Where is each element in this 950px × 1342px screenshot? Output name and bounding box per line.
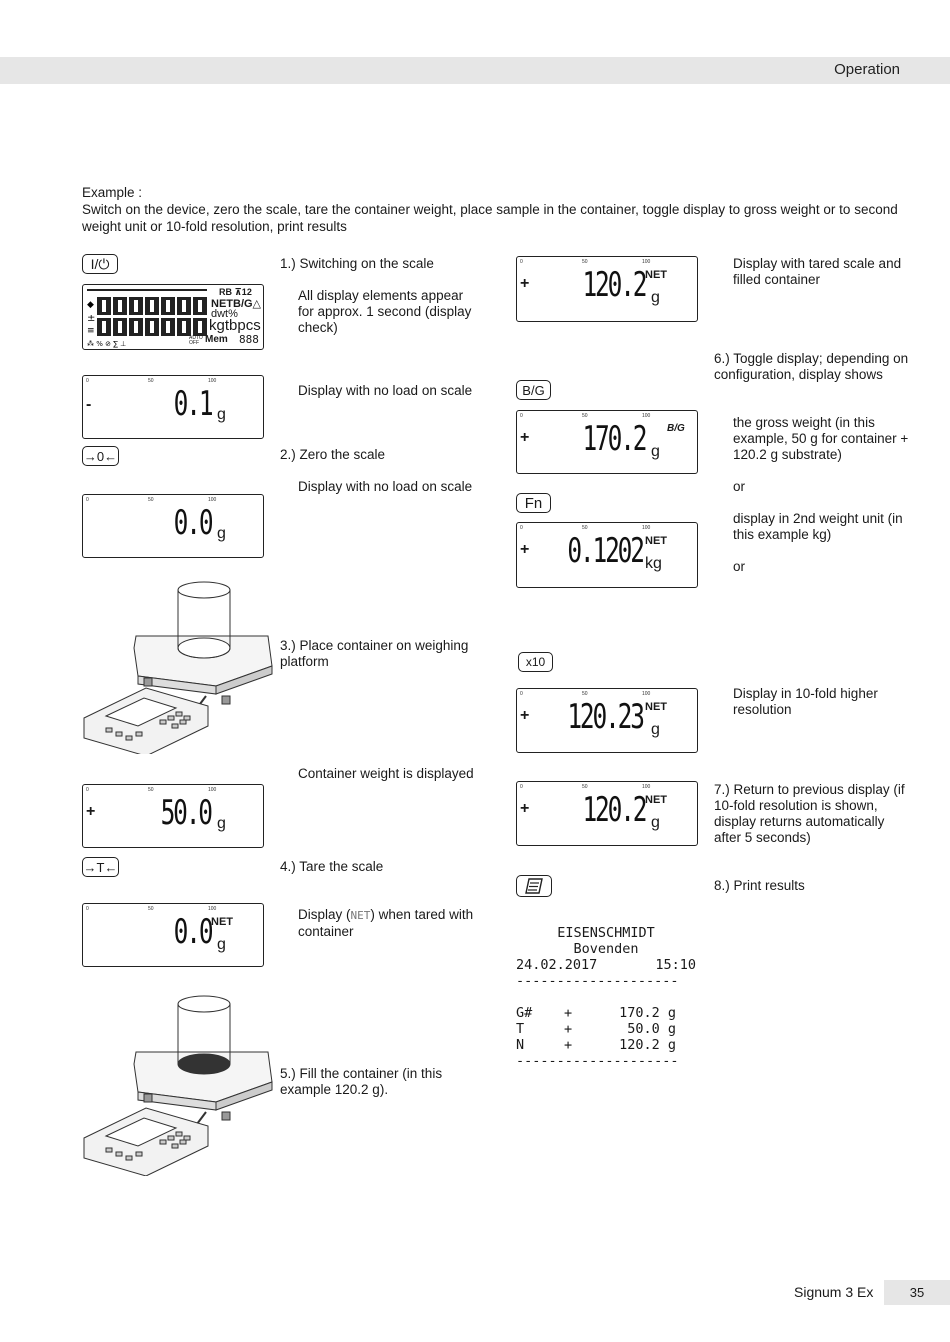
display-unit: g: [651, 814, 660, 831]
display-return: [516, 781, 698, 846]
step4-title: 4.) Tare the scale: [280, 859, 384, 874]
second-unit-caption: display in 2nd weight unit (in this example kg): [733, 511, 903, 542]
tick-max: 100: [208, 378, 217, 384]
step3-title: 3.) Place container on weighing platform: [280, 638, 469, 669]
or-1: or: [733, 479, 746, 494]
tick-max: 100: [208, 906, 217, 912]
scale-empty-container-illustration: [76, 578, 276, 754]
intro-label: Example :: [82, 185, 143, 200]
printout-line1: EISENSCHMIDT: [557, 925, 655, 941]
svg-text:±: ±: [87, 313, 96, 324]
tick-zero: 0: [520, 525, 523, 531]
row-label: G#: [516, 1005, 533, 1021]
display-value: 0.0: [173, 503, 211, 543]
display-value: 170.2: [582, 419, 645, 459]
printout-line2: Bovenden: [573, 941, 639, 957]
display-net-indicator: NET: [211, 916, 233, 928]
footer-product: Signum 3 Ex: [794, 1284, 874, 1300]
display-zero: [82, 494, 264, 558]
print-key[interactable]: [516, 875, 552, 897]
tick-zero: 0: [520, 413, 523, 419]
display-value: 120.2: [582, 265, 645, 305]
printout-row: [516, 1005, 696, 1021]
display-tenfold: [516, 688, 698, 753]
step2-title: 2.) Zero the scale: [280, 447, 386, 462]
row-value: 120.2 g: [619, 1037, 676, 1053]
display-value: 0.0: [173, 912, 211, 952]
section-title: Operation: [834, 61, 900, 78]
printout-time: 15:10: [655, 957, 696, 973]
step8-title: 8.) Print results: [714, 878, 805, 893]
full-display-auto: AUTO OFF: [189, 335, 203, 346]
display-net-indicator: NET: [645, 701, 667, 713]
step3-desc: Container weight is displayed: [298, 766, 474, 781]
step1-title: 1.) Switching on the scale: [280, 256, 434, 271]
intro-text: Switch on the device, zero the scale, tare the container weight, place sample in the container, toggle display to gross weight or to second weight unit or 10-fold resolution, print results: [82, 202, 898, 234]
display-container-weight: [82, 784, 264, 848]
step6-title: 6.) Toggle display; depending on configuration, display shows: [714, 351, 909, 382]
tick-mid: 50: [148, 378, 154, 384]
header-bar: [0, 57, 950, 84]
display-unit: g: [651, 443, 660, 460]
zero-key[interactable]: →0←: [82, 446, 119, 466]
tared-filled-caption: Display with tared scale and filled container: [733, 256, 902, 287]
display-bg-indicator: B/G: [667, 423, 685, 434]
display-unit: g: [651, 721, 660, 738]
step4-desc: [298, 907, 483, 940]
tick-zero: 0: [520, 784, 523, 790]
tick-mid: 50: [582, 525, 588, 531]
display-net-indicator: NET: [645, 269, 667, 281]
display-unit: g: [651, 289, 660, 306]
step7-title: 7.) Return to previous display (if 10-fold resolution is shown, display returns automatically after 5 seconds): [714, 782, 905, 845]
display-value: 120.2: [582, 790, 645, 830]
tick-zero: 0: [86, 378, 89, 384]
step5-title: 5.) Fill the container (in this example 120.2 g).: [280, 1066, 443, 1097]
display-sign: +: [520, 429, 530, 446]
tick-mid: 50: [148, 906, 154, 912]
display-sign: +: [520, 541, 530, 558]
display-sign: -: [86, 396, 92, 413]
tick-max: 100: [642, 691, 651, 697]
power-key[interactable]: I/⏻: [82, 254, 118, 274]
svg-text:◆: ◆: [87, 300, 94, 310]
full-display-check: [82, 284, 264, 350]
row-value: 50.0 g: [627, 1021, 676, 1037]
tick-mid: 50: [582, 784, 588, 790]
full-display-mid: dwt%: [211, 308, 238, 320]
svg-text:⁂ % ⊘ ∑ ⊥: ⁂ % ⊘ ∑ ⊥: [87, 340, 127, 348]
display-unit: g: [217, 406, 226, 423]
display-gross: [516, 410, 698, 474]
tare-key[interactable]: →T←: [82, 857, 119, 877]
printout: [516, 925, 696, 1069]
scale-filled-container-illustration: [76, 992, 276, 1176]
tick-zero: 0: [520, 259, 523, 265]
display-value: 0.1202: [567, 531, 643, 571]
row-sign: +: [564, 1005, 573, 1021]
intro: [82, 184, 912, 235]
tick-zero: 0: [86, 906, 89, 912]
tick-max: 100: [642, 413, 651, 419]
step4-desc-pre: Display (: [298, 907, 351, 922]
full-display-units: kgtbpcs: [209, 317, 261, 334]
tick-mid: 50: [582, 691, 588, 697]
display-tared-filled: [516, 256, 698, 322]
gross-caption: the gross weight (in this example, 50 g for container + 120.2 g substrate): [733, 415, 909, 462]
step4-net-symbol: NET: [350, 909, 371, 922]
tick-max: 100: [642, 525, 651, 531]
printout-datetime: [516, 957, 696, 973]
row-sign: +: [564, 1021, 573, 1037]
page-number: 35: [884, 1280, 950, 1305]
display-second-unit: [516, 522, 698, 588]
display-no-load: [82, 375, 264, 439]
fn-key[interactable]: Fn: [516, 493, 551, 513]
tick-mid: 50: [148, 787, 154, 793]
display-unit: g: [217, 936, 226, 953]
tick-zero: 0: [86, 497, 89, 503]
full-display-top: NETB/G△: [211, 298, 262, 310]
display-sign: +: [520, 707, 530, 724]
display-unit: kg: [645, 555, 662, 572]
display-sign: +: [520, 800, 530, 817]
step2-desc: Display with no load on scale: [298, 479, 473, 494]
row-label: N: [516, 1037, 525, 1053]
full-display-mem: Mem: [205, 334, 228, 345]
bg-key[interactable]: B/G: [516, 380, 551, 400]
row-sign: +: [564, 1037, 573, 1053]
tick-mid: 50: [582, 413, 588, 419]
printout-date: 24.02.2017: [516, 957, 598, 973]
display-value: 120.23: [567, 697, 643, 737]
tick-zero: 0: [86, 787, 89, 793]
display-net-indicator: NET: [645, 794, 667, 806]
full-display-rb: RB ⊼12: [219, 287, 252, 297]
display-unit: g: [217, 525, 226, 542]
tick-zero: 0: [520, 691, 523, 697]
step4-desc-post: ) when tared with container: [298, 907, 474, 939]
tick-max: 100: [208, 787, 217, 793]
print-icon: [523, 878, 545, 894]
display-tared: [82, 903, 264, 967]
display-value: 50.0: [160, 793, 211, 833]
printout-row: [516, 1021, 696, 1037]
printout-separator: --------------------: [516, 973, 679, 989]
tick-max: 100: [208, 497, 217, 503]
tenfold-caption: Display in 10-fold higher resolution: [733, 686, 878, 717]
display-unit: g: [217, 815, 226, 832]
tick-mid: 50: [582, 259, 588, 265]
step1-desc: All display elements appear for approx. 1 second (display check): [298, 288, 472, 335]
tick-max: 100: [642, 259, 651, 265]
display-net-indicator: NET: [645, 535, 667, 547]
no-load-caption: Display with no load on scale: [298, 383, 473, 398]
tick-mid: 50: [148, 497, 154, 503]
printout-row: [516, 1037, 696, 1053]
display-sign: +: [86, 803, 96, 820]
x10-key[interactable]: x10: [518, 652, 553, 672]
row-label: T: [516, 1021, 525, 1037]
full-display-digits: 888: [239, 333, 259, 346]
display-sign: +: [520, 275, 530, 292]
svg-text:≡: ≡: [87, 326, 95, 336]
tick-max: 100: [642, 784, 651, 790]
display-value: 0.1: [173, 384, 211, 424]
or-2: or: [733, 559, 746, 574]
printout-separator: --------------------: [516, 1053, 679, 1069]
row-value: 170.2 g: [619, 1005, 676, 1021]
